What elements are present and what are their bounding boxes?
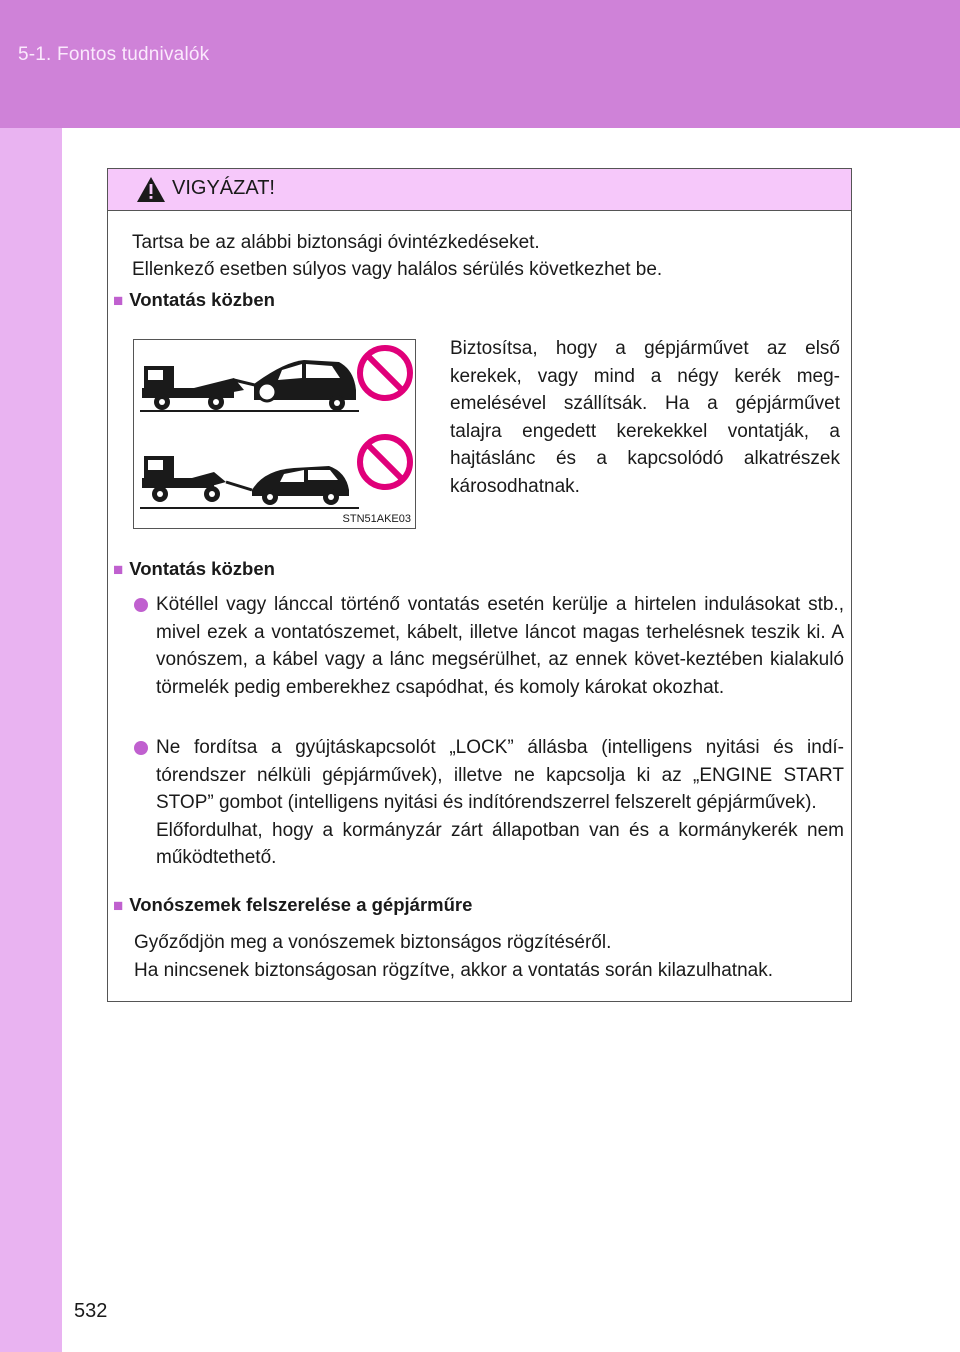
towing-illustration [134, 340, 415, 528]
side-band [0, 128, 62, 1352]
warning-box [107, 168, 852, 1002]
warning-triangle-icon [136, 176, 166, 203]
figure-code: STN51AKE03 [342, 513, 411, 525]
subheading-towing-2 [113, 558, 275, 580]
figure-description: Biztosítsa, hogy a gépjárművet az első kerekek, vagy mind a négy kerék meg-emelésével szállítsák. Ha a gépjárművet talajra engedett kerekekkel vontatják, a hajtáslánc és a kapcsolódó alkatrészek károsodhatnak. [450, 338, 840, 497]
prohibition-sign-icon [360, 437, 410, 487]
prohibition-sign-icon [360, 348, 410, 398]
subheading-text: Vontatás közben [129, 289, 275, 310]
page-number: 532 [74, 1300, 108, 1322]
square-bullet-icon: ■ [113, 291, 124, 310]
round-bullet-icon [134, 741, 148, 755]
eyelet-line-2: Ha nincsenek biztonságosan rögzítve, akkor a vontatás során kilazulhatnak. [134, 959, 773, 981]
bullet-text: Ne fordítsa a gyújtáskapcsolót „LOCK” állásba (intelligens nyitási és indí-tórendszer nélküli gépjárművek), illetve ne kapcsolja ki az „ENGINE START STOP” gombot (intelligens nyitási és indítórendszerrel felszerelt gépjárművek). [156, 737, 844, 813]
square-bullet-icon: ■ [113, 896, 124, 915]
intro-line-2: Ellenkező esetben súlyos vagy halálos sérülés következhet be. [132, 259, 663, 280]
warning-header [108, 169, 851, 211]
square-bullet-icon: ■ [113, 560, 124, 579]
section-title: 5-1. Fontos tudnivalók [18, 44, 210, 65]
round-bullet-icon [134, 598, 148, 612]
bullet-text: Kötéllel vagy lánccal történő vontatás esetén kerülje a hirtelen indulásokat stb., mivel ezek a vontatószemet, kábelt, illetve láncot magas terhelésnek teszik ki. A vonószem, a kábel vagy a lánc megsérülhet, az ennek követ-keztében kialakuló törmelék pedig emberekhez csapódhat, és komoly károkat okozhat. [156, 594, 844, 698]
eyelet-line-1: Győződjön meg a vonószemek biztonságos rögzítéséről. [134, 932, 612, 953]
warning-title: VIGYÁZAT! [172, 177, 275, 199]
subheading-towing-1 [113, 289, 275, 311]
subheading-text: Vonószemek felszerelése a gépjárműre [129, 894, 473, 915]
bullet-item-rope [134, 591, 844, 701]
subheading-towing-eyelets [113, 894, 472, 916]
bullet-item-ignition [134, 734, 844, 872]
warning-intro [132, 229, 832, 283]
intro-line-1: Tartsa be az alábbi biztonsági óvintézkedéseket. [132, 232, 540, 253]
subheading-text: Vontatás közben [129, 558, 275, 579]
eyelet-paragraph [134, 929, 846, 984]
bullet-text-continued: Előfordulhat, hogy a kormányzár zárt állapotban van és a kormánykerék nem működtethető. [156, 819, 844, 868]
towing-figure [133, 339, 416, 529]
